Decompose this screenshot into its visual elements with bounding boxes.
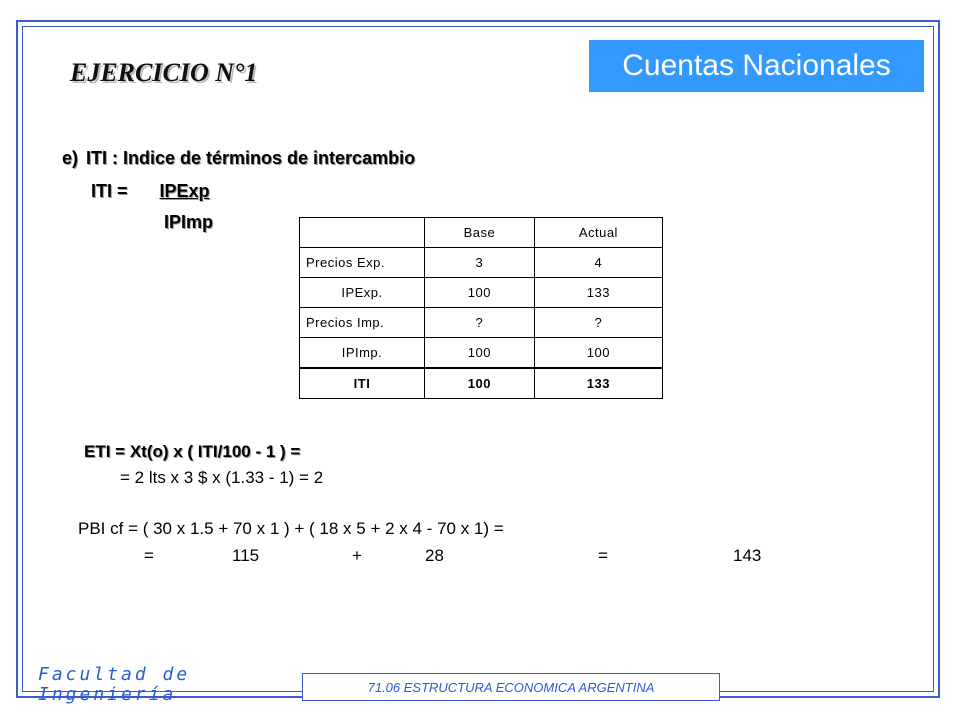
formula-denominator: IPImp [164, 212, 214, 232]
table-cell: ? [425, 308, 535, 338]
table-cell: 133 [534, 278, 662, 308]
table-cell: 100 [425, 368, 535, 399]
iti-table [299, 217, 663, 399]
table-cell: IPImp. [300, 338, 425, 369]
table-row [300, 368, 663, 399]
table-cell: 4 [534, 248, 662, 278]
table-header-cell [300, 218, 425, 248]
header-title: Cuentas Nacionales [622, 49, 891, 82]
table-row [300, 338, 663, 369]
table-row [300, 278, 663, 308]
table-cell: ? [534, 308, 662, 338]
table-cell: ITI [300, 368, 425, 399]
formula-lhs: ITI = [91, 181, 128, 201]
header-badge [589, 40, 924, 92]
table-cell: 100 [534, 338, 662, 369]
pbi-plus: + [352, 546, 362, 565]
table-row [300, 248, 663, 278]
pbi-total: 143 [733, 546, 762, 565]
pbi-value-1: 115 [232, 546, 260, 565]
pbi-formula: PBI cf = ( 30 x 1.5 + 70 x 1 ) + ( 18 x 5 + 2 x 4 - 70 x 1) = [78, 519, 504, 538]
table-cell: 100 [425, 278, 535, 308]
pbi-equals-2: = [598, 546, 608, 565]
table-cell: 100 [425, 338, 535, 369]
table-header-cell: Base [425, 218, 535, 248]
eti-formula: ETI = Xt(o) x ( ITI/100 - 1 ) = [84, 442, 301, 461]
exercise-title: EJERCICIO N°1 [70, 58, 258, 87]
table-header-cell: Actual [534, 218, 662, 248]
section-text: ITI : Indice de términos de intercambio [86, 148, 416, 168]
formula-numerator [91, 181, 210, 202]
faculty-line-2: Ingeniería [38, 684, 177, 705]
table-cell: IPExp. [300, 278, 425, 308]
eti-calculation: = 2 lts x 3 $ x (1.33 - 1) = 2 [120, 468, 324, 487]
table-cell: Precios Imp. [300, 308, 425, 338]
table-cell: 133 [534, 368, 662, 399]
footer-course-title: 71.06 ESTRUCTURA ECONOMICA ARGENTINA [367, 679, 655, 695]
section-label: e) [62, 148, 79, 168]
table-cell: Precios Exp. [300, 248, 425, 278]
footer-course-box [302, 673, 720, 701]
table-row [300, 308, 663, 338]
faculty-line-1: Facultad de [38, 664, 191, 685]
pbi-equals-1: = [144, 546, 154, 565]
pbi-value-2: 28 [425, 546, 444, 565]
section-heading [62, 148, 415, 169]
faculty-logo-text [38, 665, 208, 705]
formula-num: IPExp [159, 181, 210, 201]
table-cell: 3 [425, 248, 535, 278]
table-header-row [300, 218, 663, 248]
